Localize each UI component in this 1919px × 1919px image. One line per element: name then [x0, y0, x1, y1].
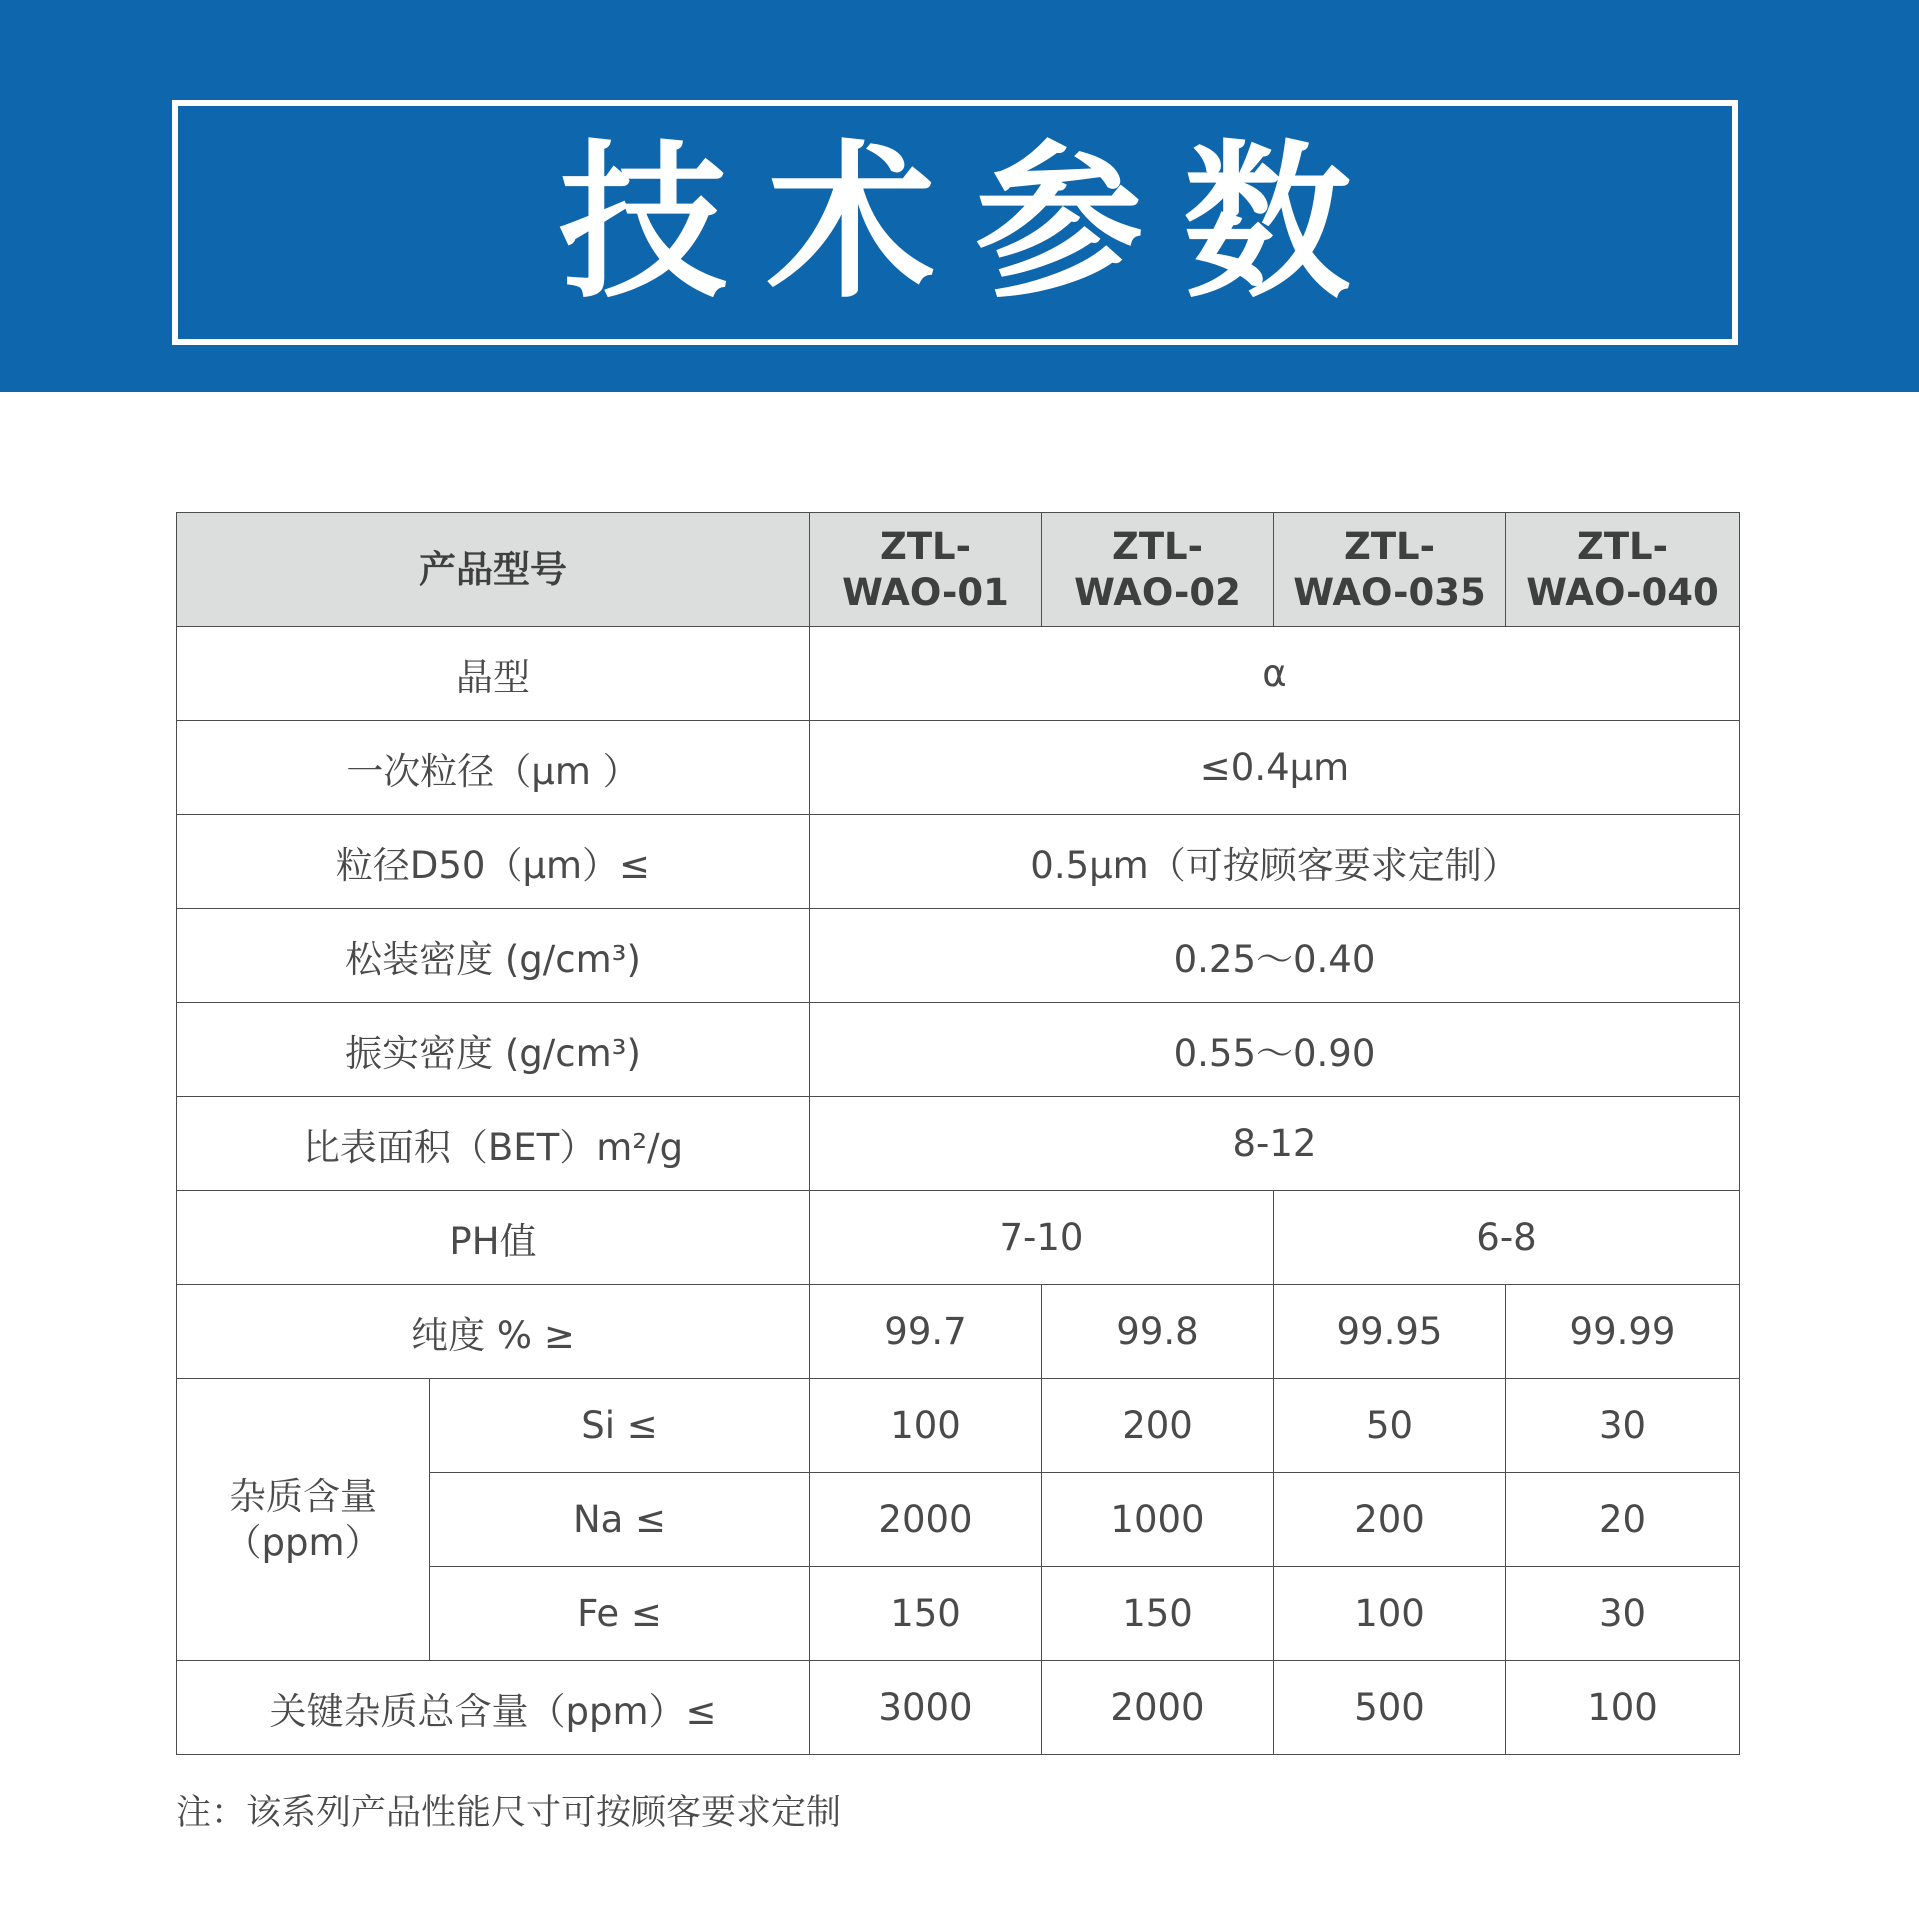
row-label-total-impurity: 关键杂质总含量（ppm）≤ — [177, 1661, 810, 1755]
row-label-na: Na ≤ — [430, 1473, 810, 1567]
value-tap-density: 0.55～0.90 — [810, 1003, 1740, 1097]
header-model-1: ZTL- WAO-01 — [810, 513, 1042, 627]
footnote: 注：该系列产品性能尺寸可按顾客要求定制 — [176, 1793, 842, 1833]
value-purity-3: 99.95 — [1274, 1285, 1506, 1379]
table-row — [177, 1285, 1740, 1379]
row-label-si: Si ≤ — [430, 1379, 810, 1473]
row-label-bulk-density: 松装密度 (g/cm³) — [177, 909, 810, 1003]
value-purity-1: 99.7 — [810, 1285, 1042, 1379]
row-label-crystal: 晶型 — [177, 627, 810, 721]
value-bet: 8-12 — [810, 1097, 1740, 1191]
value-d50: 0.5μm（可按顾客要求定制） — [810, 815, 1740, 909]
value-si-3: 50 — [1274, 1379, 1506, 1473]
header-model-2: ZTL- WAO-02 — [1042, 513, 1274, 627]
page-title: 技术参数 — [559, 124, 1391, 321]
table-header-row — [177, 513, 1740, 627]
table-row — [177, 1379, 1740, 1473]
title-frame — [172, 100, 1738, 345]
value-na-2: 1000 — [1042, 1473, 1274, 1567]
row-label-fe: Fe ≤ — [430, 1567, 810, 1661]
value-na-1: 2000 — [810, 1473, 1042, 1567]
value-na-4: 20 — [1506, 1473, 1740, 1567]
spec-table — [176, 512, 1740, 1755]
table-row — [177, 909, 1740, 1003]
row-label-d50: 粒径D50（μm）≤ — [177, 815, 810, 909]
header-model-label: 产品型号 — [177, 513, 810, 627]
value-purity-4: 99.99 — [1506, 1285, 1740, 1379]
value-ph-a: 7-10 — [810, 1191, 1274, 1285]
value-si-1: 100 — [810, 1379, 1042, 1473]
table-row — [177, 1661, 1740, 1755]
value-si-2: 200 — [1042, 1379, 1274, 1473]
value-total-1: 3000 — [810, 1661, 1042, 1755]
value-crystal: α — [810, 627, 1740, 721]
row-label-impurity: 杂质含量 （ppm） — [177, 1379, 430, 1661]
value-ph-b: 6-8 — [1274, 1191, 1740, 1285]
title-banner — [0, 0, 1919, 392]
value-total-2: 2000 — [1042, 1661, 1274, 1755]
table-row — [177, 1191, 1740, 1285]
value-total-3: 500 — [1274, 1661, 1506, 1755]
header-model-3: ZTL- WAO-035 — [1274, 513, 1506, 627]
value-si-4: 30 — [1506, 1379, 1740, 1473]
value-fe-4: 30 — [1506, 1567, 1740, 1661]
value-na-3: 200 — [1274, 1473, 1506, 1567]
row-label-tap-density: 振实密度 (g/cm³) — [177, 1003, 810, 1097]
table-row — [177, 1097, 1740, 1191]
value-fe-3: 100 — [1274, 1567, 1506, 1661]
value-primary-size: ≤0.4μm — [810, 721, 1740, 815]
value-bulk-density: 0.25～0.40 — [810, 909, 1740, 1003]
table-row — [177, 815, 1740, 909]
table-row — [177, 721, 1740, 815]
row-label-ph: PH值 — [177, 1191, 810, 1285]
row-label-bet: 比表面积（BET）m²/g — [177, 1097, 810, 1191]
row-label-primary-size: 一次粒径（μm ） — [177, 721, 810, 815]
value-total-4: 100 — [1506, 1661, 1740, 1755]
header-model-4: ZTL- WAO-040 — [1506, 513, 1740, 627]
table-row — [177, 1003, 1740, 1097]
value-fe-2: 150 — [1042, 1567, 1274, 1661]
value-fe-1: 150 — [810, 1567, 1042, 1661]
table-row — [177, 627, 1740, 721]
value-purity-2: 99.8 — [1042, 1285, 1274, 1379]
row-label-purity: 纯度 % ≥ — [177, 1285, 810, 1379]
